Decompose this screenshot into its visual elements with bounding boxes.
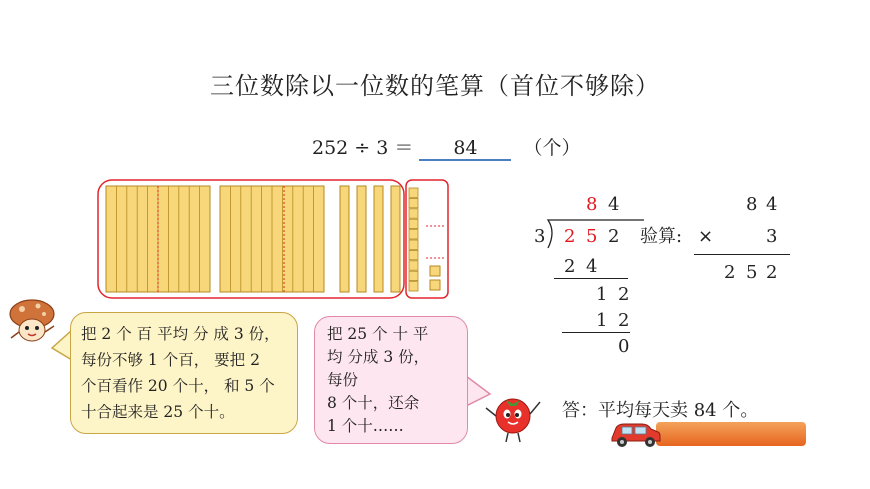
answer-text: 答：平均每天卖 84 个。: [562, 400, 759, 421]
place-value-blocks: [96, 178, 456, 302]
tomato-mascot-icon: [484, 388, 542, 444]
unit-cube: [409, 209, 418, 218]
dividend-digit: 5: [586, 226, 598, 247]
unit-cube: [409, 188, 418, 197]
equation-answer: 84: [419, 137, 511, 161]
times-sign: ×: [698, 226, 714, 247]
bubble-right-line: 每份: [327, 371, 359, 389]
equation-unit: （个）: [523, 137, 581, 159]
unit-cube: [430, 280, 440, 290]
bubble-left-line: 每份不够 1 个百， 要把 2: [81, 351, 260, 369]
unit-cube: [409, 240, 418, 249]
product-digit: 2: [724, 262, 736, 283]
check-rule: [694, 254, 790, 255]
step-digit: 2: [618, 310, 630, 331]
check-multiplication: [640, 190, 800, 290]
division-rule: [562, 332, 630, 333]
step-digit: 2: [564, 256, 576, 277]
dividend-digit: 2: [564, 226, 576, 247]
hundred-block: [106, 186, 210, 292]
car-icon: [608, 416, 662, 450]
bubble-right-line: 1 个十……: [327, 417, 404, 435]
division-rule: [554, 278, 628, 279]
check-multiplier: 3: [766, 226, 778, 247]
unit-cube: [430, 266, 440, 276]
hint-bubble-left: [70, 312, 298, 434]
ten-rod: [391, 186, 400, 292]
step-digit: 4: [586, 256, 598, 277]
remainder: 0: [618, 336, 630, 357]
unit-cube: [409, 261, 418, 270]
bubble-right-line: 把 25 个 十 平: [327, 325, 429, 343]
unit-cube: [409, 230, 418, 239]
ten-rod: [374, 186, 383, 292]
ten-rod: [340, 186, 349, 292]
bubble-right-line: 8 个十，还余: [327, 394, 420, 412]
equation: [312, 133, 581, 161]
equation-expr: 252 ÷ 3 ＝: [312, 137, 414, 159]
progress-bar: [656, 422, 806, 446]
dividend-digit: 2: [608, 226, 620, 247]
bubble-left-line: 把 2 个 百 平均 分 成 3 份，: [81, 325, 280, 343]
unit-cube: [409, 282, 418, 291]
page-title: 三位数除以一位数的笔算（首位不够除）: [210, 72, 660, 100]
step-digit: 2: [618, 284, 630, 305]
broken-ten: [409, 188, 418, 291]
product-digit: 2: [766, 262, 778, 283]
check-top-digit: 8: [746, 194, 758, 215]
hundred-block: [220, 186, 324, 292]
divisor: 3: [534, 226, 546, 247]
quotient-digit: 4: [608, 194, 620, 215]
step-digit: 1: [596, 310, 608, 331]
check-top-digit: 4: [766, 194, 778, 215]
unit-cube: [409, 271, 418, 280]
step-digit: 1: [596, 284, 608, 305]
ten-rod: [357, 186, 366, 292]
bubble-left-line: 十合起来是 25 个十。: [81, 403, 235, 421]
bubble-right-line: 均 分成 3 份，: [327, 348, 430, 366]
bubble-left-line: 个百看作 20 个十， 和 5 个: [81, 377, 275, 395]
quotient-digit: 8: [586, 194, 598, 215]
unit-cube: [409, 219, 418, 228]
product-digit: 5: [746, 262, 758, 283]
long-division: [530, 190, 640, 360]
unit-cube: [409, 198, 418, 207]
hint-bubble-right: [314, 316, 468, 444]
unit-cube: [409, 250, 418, 259]
check-label: 验算:: [640, 226, 683, 247]
